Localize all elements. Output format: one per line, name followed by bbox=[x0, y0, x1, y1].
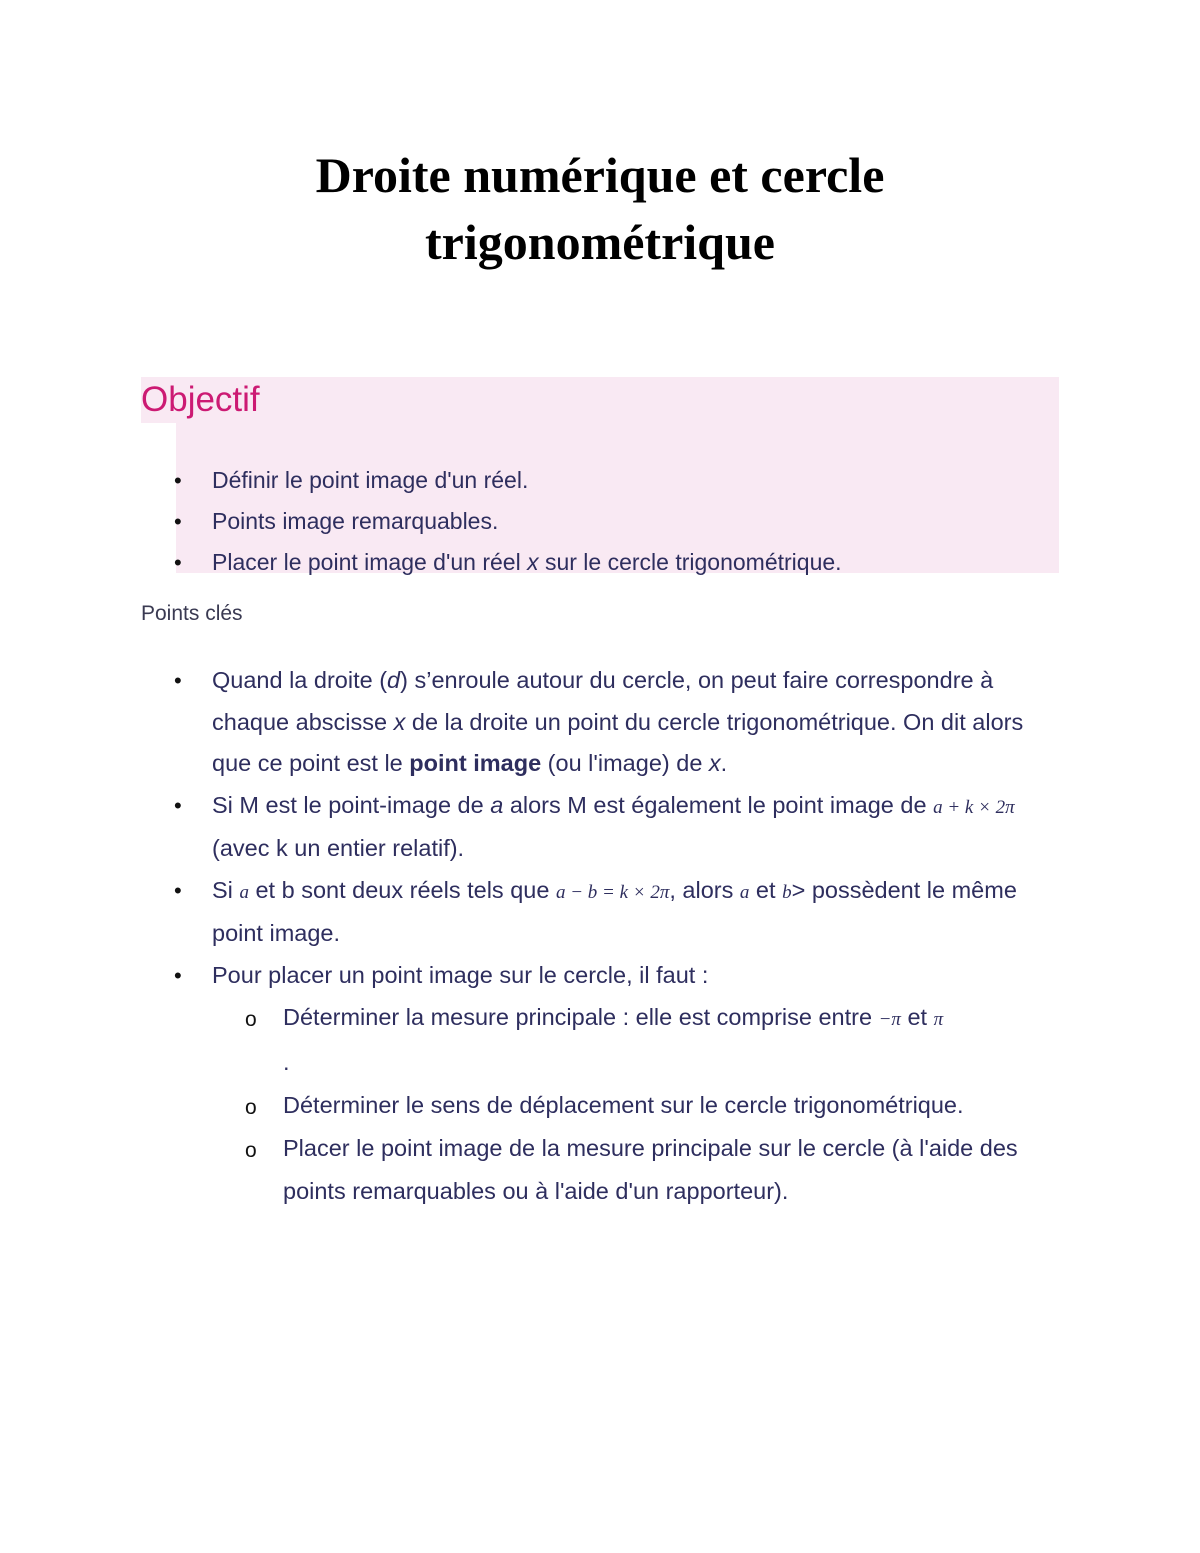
objectif-item-3-text-end: sur le cercle trigonométrique. bbox=[538, 549, 842, 575]
text-run: et bbox=[900, 1004, 934, 1030]
variable-a: a bbox=[739, 881, 750, 903]
bullet-icon: • bbox=[174, 792, 182, 818]
math-formula: a − b = k × 2π bbox=[555, 881, 670, 903]
text-run: , alors bbox=[669, 876, 740, 903]
sub-bullet-icon: o bbox=[245, 1008, 257, 1031]
title-line-2: trigonométrique bbox=[425, 214, 775, 270]
text-run: Si M est le point-image de bbox=[212, 791, 491, 818]
variable-a: a bbox=[239, 881, 249, 903]
bullet-icon: • bbox=[174, 668, 182, 693]
text-run: et bbox=[749, 876, 783, 903]
variable-x: x bbox=[708, 750, 721, 776]
text-run: (avec k un entier relatif). bbox=[212, 835, 465, 861]
text-run: Si bbox=[212, 876, 240, 903]
text-run: Déterminer le sens de déplacement sur le cercle trigonométrique. bbox=[283, 1092, 964, 1118]
math-formula: a + k × 2π bbox=[933, 796, 1015, 818]
variable-x: x bbox=[527, 549, 539, 575]
text-run: Pour placer un point image sur le cercle, il faut : bbox=[212, 961, 709, 988]
text-run: ) s’enroule autour du cercle, on peut faire correspondre à chaque abscisse bbox=[212, 667, 994, 735]
list-item bbox=[174, 870, 1042, 955]
sub-bullet-icon: o bbox=[245, 1139, 257, 1162]
variable-b: b bbox=[782, 881, 792, 903]
points-cles-list bbox=[174, 660, 1042, 1213]
document-title bbox=[150, 142, 1050, 276]
objectif-item-3-text: Placer le point image d'un réel bbox=[212, 549, 528, 575]
bullet-icon: • bbox=[174, 550, 182, 575]
points-cles-heading: Points clés bbox=[141, 602, 243, 625]
text-run: . bbox=[283, 1049, 290, 1075]
text-run: Déterminer la mesure principale : elle est comprise entre bbox=[283, 1004, 879, 1030]
objectif-item-2: Points image remarquables. bbox=[212, 508, 499, 534]
math-pi: π bbox=[933, 1009, 944, 1030]
objectif-heading: Objectif bbox=[141, 380, 260, 419]
text-run: alors M est également le point image de bbox=[503, 791, 934, 818]
math-minus-pi: −π bbox=[878, 1009, 901, 1030]
bullet-icon: • bbox=[174, 468, 182, 493]
list-item bbox=[174, 542, 1052, 583]
variable-d: d bbox=[387, 667, 401, 693]
bullet-icon: • bbox=[174, 509, 182, 534]
list-item bbox=[174, 660, 1042, 785]
sub-bullet-icon: o bbox=[245, 1096, 257, 1119]
list-item bbox=[174, 955, 1042, 1214]
bullet-icon: • bbox=[174, 877, 182, 903]
text-run: et b sont deux réels tels que bbox=[248, 876, 556, 903]
sub-list-item bbox=[245, 1084, 1042, 1127]
bullet-icon: • bbox=[174, 962, 182, 988]
variable-x: x bbox=[393, 708, 406, 735]
text-run: Quand la droite ( bbox=[212, 667, 388, 693]
objectif-item-1: Définir le point image d'un réel. bbox=[212, 467, 529, 493]
sub-list bbox=[245, 996, 1042, 1213]
bold-term: point image bbox=[409, 750, 542, 776]
objectif-list bbox=[174, 460, 1052, 583]
text-run: . bbox=[720, 750, 728, 776]
text-run: de la droite un point du cercle trigonométrique. On dit alors que ce point est le bbox=[212, 708, 1024, 776]
list-item bbox=[174, 460, 1052, 501]
sub-list-item bbox=[245, 996, 1042, 1084]
list-item bbox=[174, 501, 1052, 542]
sub-list-item bbox=[245, 1127, 1042, 1213]
list-item bbox=[174, 785, 1042, 870]
text-run: Placer le point image de la mesure principale sur le cercle (à l'aide des points remarquables ou à l'aide d'un rapporteur). bbox=[283, 1135, 1018, 1204]
title-line-1: Droite numérique et cercle bbox=[315, 147, 885, 203]
objectif-heading-background bbox=[141, 377, 1059, 423]
variable-a: a bbox=[490, 791, 504, 818]
text-run: (ou l'image) de bbox=[541, 750, 709, 776]
text-run: > possèdent le même point image. bbox=[212, 876, 1017, 946]
